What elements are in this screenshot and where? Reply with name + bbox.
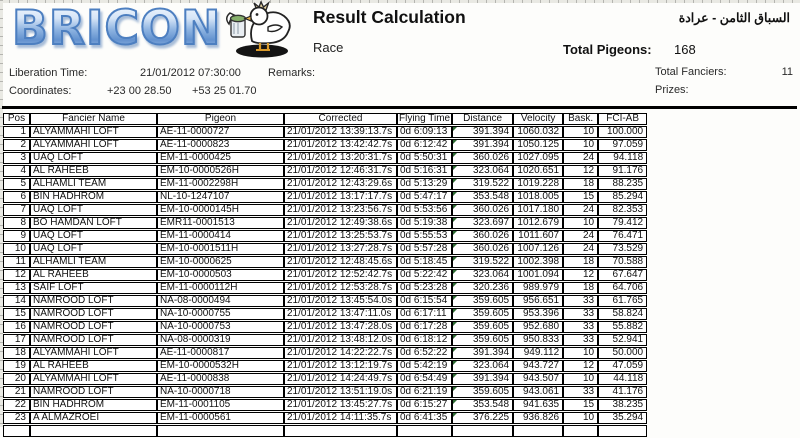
table-cell: 21: [3, 386, 30, 398]
table-cell: 320.236: [452, 282, 513, 294]
table-cell: 0d 5:13:29: [397, 178, 452, 190]
table-cell: 0d 6:09:13: [397, 126, 452, 138]
table-cell: 21/01/2012 14:22:22.7s: [284, 347, 397, 359]
table-cell: 22: [3, 399, 30, 411]
total-fanciers-value: 11: [781, 66, 793, 78]
column-header: FCI-AB: [598, 113, 647, 125]
table-cell: 38.235: [598, 399, 647, 411]
table-cell: 0d 5:57:28: [397, 243, 452, 255]
table-cell: 0d 5:18:45: [397, 256, 452, 268]
liberation-time-label: Liberation Time:: [9, 67, 88, 79]
table-cell: 391.394: [452, 373, 513, 385]
column-header: Pigeon: [157, 113, 284, 125]
table-cell: 18: [563, 282, 598, 294]
table-cell: NA-10-0000753: [157, 321, 284, 333]
table-cell: 0d 6:21:19: [397, 386, 452, 398]
table-cell: 323.064: [452, 269, 513, 281]
table-cell: 0d 6:15:27: [397, 399, 452, 411]
table-cell: NAMROOD LOFT: [30, 334, 157, 346]
table-cell: 21/01/2012 13:45:54.0s: [284, 295, 397, 307]
table-cell: 12: [563, 165, 598, 177]
table-cell: NA-10-0000755: [157, 308, 284, 320]
table-cell: 1050.125: [513, 139, 563, 151]
table-cell: 52.941: [598, 334, 647, 346]
table-cell: ALYAMMAHI LOFT: [30, 139, 157, 151]
table-row: [3, 321, 647, 333]
table-cell: 33: [563, 308, 598, 320]
total-pigeons-label: Total Pigeons:: [563, 42, 652, 57]
coordinate-latitude: +23 00 28.50: [107, 85, 172, 97]
table-cell: 8: [3, 217, 30, 229]
table-cell: EM-10-0000503: [157, 269, 284, 281]
table-cell: 58.824: [598, 308, 647, 320]
table-cell: 0d 6:17:28: [397, 321, 452, 333]
table-cell: EM-10-0000526H: [157, 165, 284, 177]
table-row: [3, 308, 647, 320]
table-cell: 1060.032: [513, 126, 563, 138]
table-cell: 0d 5:22:42: [397, 269, 452, 281]
table-cell: 21/01/2012 13:25:53.7s: [284, 230, 397, 242]
table-cell: 94.118: [598, 152, 647, 164]
table-cell: 20: [3, 373, 30, 385]
table-cell: 360.026: [452, 230, 513, 242]
table-cell: 16: [3, 321, 30, 333]
table-cell: 359.605: [452, 308, 513, 320]
table-cell: 33: [563, 321, 598, 333]
column-header: Flying Time: [399, 113, 451, 124]
table-row: [3, 256, 647, 268]
table-cell: 21/01/2012 12:43:29.6s: [284, 178, 397, 190]
table-cell: 21/01/2012 12:52:42.7s: [284, 269, 397, 281]
column-header: Fancier Name: [30, 113, 157, 125]
table-cell: 0d 6:12:42: [397, 139, 452, 151]
table-cell: 50.000: [598, 347, 647, 359]
table-cell: UAQ LOFT: [30, 243, 157, 255]
table-cell: 18: [563, 256, 598, 268]
coordinates-label: Coordinates:: [9, 85, 72, 97]
table-cell: 21/01/2012 13:42:42.7s: [284, 139, 397, 151]
table-cell: 88.235: [598, 178, 647, 190]
table-row: [3, 386, 647, 398]
table-cell: 21/01/2012 13:39:13.7s: [284, 126, 397, 138]
table-cell: 19: [3, 360, 30, 372]
table-cell: 10: [3, 243, 30, 255]
table-row: [3, 217, 647, 229]
table-cell: 943.507: [513, 373, 563, 385]
table-cell: AE-11-0000817: [157, 347, 284, 359]
table-cell: 1027.095: [513, 152, 563, 164]
table-cell: 23: [3, 412, 30, 424]
table-cell: 10: [563, 373, 598, 385]
table-cell: 41.176: [598, 386, 647, 398]
table-cell: AL RAHEEB: [30, 360, 157, 372]
table-cell: 21/01/2012 14:11:35.7s: [284, 412, 397, 424]
table-cell: 989.979: [513, 282, 563, 294]
table-row: [3, 230, 647, 242]
table-cell: NL-10-1247107: [157, 191, 284, 203]
table-cell: 0d 5:42:19: [397, 360, 452, 372]
table-cell: NA-08-0000494: [157, 295, 284, 307]
table-cell: 12: [563, 269, 598, 281]
table-cell: 943.061: [513, 386, 563, 398]
table-cell: 21/01/2012 12:48:45.6s: [284, 256, 397, 268]
table-cell: 1020.651: [513, 165, 563, 177]
table-row: [3, 178, 647, 190]
table-cell: 1001.094: [513, 269, 563, 281]
table-cell: 949.112: [513, 347, 563, 359]
table-cell: 24: [563, 230, 598, 242]
table-cell: 21/01/2012 12:46:31.7s: [284, 165, 397, 177]
column-header: Corrected: [284, 113, 397, 125]
table-cell: 21/01/2012 12:53:28.7s: [284, 282, 397, 294]
table-cell: 0d 6:18:12: [397, 334, 452, 346]
race-name-arabic: السباق الثامن - عرادة: [678, 11, 790, 25]
table-cell: 11: [3, 256, 30, 268]
table-header-row: [3, 113, 647, 125]
table-cell: 1: [3, 126, 30, 138]
coordinate-longitude: +53 25 01.70: [192, 85, 257, 97]
table-row: [3, 360, 647, 372]
table-row: [3, 269, 647, 281]
table-cell: 61.765: [598, 295, 647, 307]
table-cell: 9: [3, 230, 30, 242]
column-header: Distance: [452, 113, 513, 125]
table-cell: 956.651: [513, 295, 563, 307]
table-cell: 323.697: [452, 217, 513, 229]
table-cell: 353.548: [452, 191, 513, 203]
table-cell: 17: [3, 334, 30, 346]
table-cell: 1017.180: [513, 204, 563, 216]
table-cell: EM-11-0000112H: [157, 282, 284, 294]
table-cell: 941.635: [513, 399, 563, 411]
table-cell: 55.882: [598, 321, 647, 333]
table-cell: 0d 5:47:17: [397, 191, 452, 203]
table-cell: 15: [563, 399, 598, 411]
table-cell: ALYAMMAHI LOFT: [30, 373, 157, 385]
table-cell: 360.026: [452, 243, 513, 255]
table-cell: 24: [563, 204, 598, 216]
pigeon-mascot-icon: [224, 1, 296, 59]
table-cell: AE-11-0000823: [157, 139, 284, 151]
table-cell: 35.294: [598, 412, 647, 424]
table-cell: 21/01/2012 13:17:17.7s: [284, 191, 397, 203]
table-row: [3, 165, 647, 177]
table-cell: AE-11-0000838: [157, 373, 284, 385]
table-cell: 360.026: [452, 152, 513, 164]
table-cell: 21/01/2012 13:27:28.7s: [284, 243, 397, 255]
table-cell: SAIF LOFT: [30, 282, 157, 294]
table-cell: 67.647: [598, 269, 647, 281]
table-cell: AL RAHEEB: [30, 269, 157, 281]
table-cell: 85.294: [598, 191, 647, 203]
table-cell: 1007.126: [513, 243, 563, 255]
table-cell: 7: [3, 204, 30, 216]
race-label: Race: [313, 40, 344, 55]
table-cell: 5: [3, 178, 30, 190]
table-cell: 359.605: [452, 295, 513, 307]
table-cell: 21/01/2012 13:12:19.7s: [284, 360, 397, 372]
table-cell: 0d 5:53:56: [397, 204, 452, 216]
table-cell: 0d 6:54:49: [397, 373, 452, 385]
table-cell: EM-11-0002298H: [157, 178, 284, 190]
table-cell: 359.605: [452, 321, 513, 333]
results-table: [3, 112, 647, 438]
table-row: [3, 191, 647, 203]
table-cell: UAQ LOFT: [30, 152, 157, 164]
table-cell: 4: [3, 165, 30, 177]
table-cell: 319.522: [452, 178, 513, 190]
table-cell: 0d 5:16:31: [397, 165, 452, 177]
table-cell: 12: [3, 269, 30, 281]
column-header: Velocity: [513, 113, 563, 125]
table-cell: AL RAHEEB: [30, 165, 157, 177]
table-cell: 10: [563, 126, 598, 138]
table-cell: EM-11-0000561: [157, 412, 284, 424]
table-cell: 73.529: [598, 243, 647, 255]
table-row: [3, 126, 647, 138]
table-cell: A ALMAZROEI: [30, 412, 157, 424]
table-cell: 21/01/2012 13:51:19.0s: [284, 386, 397, 398]
table-cell: NA-10-0000718: [157, 386, 284, 398]
table-cell: 391.394: [452, 139, 513, 151]
results-table-body: [3, 126, 647, 437]
table-cell: 0d 6:15:54: [397, 295, 452, 307]
table-cell: 359.605: [452, 334, 513, 346]
table-cell: 21/01/2012 13:48:12.0s: [284, 334, 397, 346]
table-cell: UAQ LOFT: [30, 230, 157, 242]
page-title: Result Calculation: [313, 7, 466, 27]
table-cell: EM-11-0001105: [157, 399, 284, 411]
table-cell: NAMROOD LOFT: [30, 321, 157, 333]
table-cell: EM-11-0000414: [157, 230, 284, 242]
results-table-header: [3, 113, 647, 125]
table-cell: 1011.607: [513, 230, 563, 242]
table-row: [3, 412, 647, 424]
table-cell: 15: [563, 191, 598, 203]
table-cell: 76.471: [598, 230, 647, 242]
table-cell: ALHAMLI TEAM: [30, 178, 157, 190]
table-cell: 21/01/2012 14:24:49.7s: [284, 373, 397, 385]
table-cell: 70.588: [598, 256, 647, 268]
table-cell: AE-11-0000727: [157, 126, 284, 138]
table-row: [3, 295, 647, 307]
total-fanciers-label: Total Fanciers:: [655, 66, 727, 78]
table-cell: 13: [3, 282, 30, 294]
table-cell: 0d 6:41:35: [397, 412, 452, 424]
table-cell: 10: [563, 217, 598, 229]
table-cell: 44.118: [598, 373, 647, 385]
table-cell: 391.394: [452, 126, 513, 138]
table-cell: 936.826: [513, 412, 563, 424]
table-cell: BIN HADHROM: [30, 191, 157, 203]
table-cell: 0d 6:52:22: [397, 347, 452, 359]
column-header: Bask.: [563, 113, 598, 125]
table-row: [3, 373, 647, 385]
table-cell: 24: [563, 152, 598, 164]
table-row: [3, 347, 647, 359]
table-cell: BO HAMDAN LOFT: [30, 217, 157, 229]
table-cell: ALYAMMAHI LOFT: [30, 126, 157, 138]
table-cell: 360.026: [452, 204, 513, 216]
table-row: [3, 399, 647, 411]
table-row: [3, 152, 647, 164]
table-cell: 10: [563, 347, 598, 359]
table-cell: 353.548: [452, 399, 513, 411]
table-cell: 1012.679: [513, 217, 563, 229]
table-cell: 21/01/2012 13:47:11.0s: [284, 308, 397, 320]
table-cell: 1018.005: [513, 191, 563, 203]
table-cell: 2: [3, 139, 30, 151]
table-cell: EM-11-0000425: [157, 152, 284, 164]
table-cell: 10: [563, 412, 598, 424]
table-cell: EMR11-0001513: [157, 217, 284, 229]
table-cell: 47.059: [598, 360, 647, 372]
prizes-label: Prizes:: [655, 84, 689, 96]
table-row: [3, 139, 647, 151]
table-cell: 391.394: [452, 347, 513, 359]
table-cell: EM-10-0000145H: [157, 204, 284, 216]
table-cell: 323.064: [452, 360, 513, 372]
table-cell: 943.727: [513, 360, 563, 372]
table-cell: 323.064: [452, 165, 513, 177]
table-cell: 10: [563, 139, 598, 151]
table-cell: UAQ LOFT: [30, 204, 157, 216]
table-row: [3, 204, 647, 216]
table-cell: 21/01/2012 13:45:27.7s: [284, 399, 397, 411]
table-cell: 97.059: [598, 139, 647, 151]
table-cell: 21/01/2012 12:49:38.6s: [284, 217, 397, 229]
table-cell: 1019.228: [513, 178, 563, 190]
table-cell: 952.680: [513, 321, 563, 333]
liberation-time-value: 21/01/2012 07:30:00: [140, 67, 241, 79]
table-cell: EM-10-0001511H: [157, 243, 284, 255]
table-cell: NAMROOD LOFT: [30, 295, 157, 307]
table-cell: 1002.398: [513, 256, 563, 268]
table-cell: 18: [563, 178, 598, 190]
table-cell: 79.412: [598, 217, 647, 229]
table-cell: 0d 5:19:38: [397, 217, 452, 229]
table-cell: 12: [563, 360, 598, 372]
table-row: [3, 243, 647, 255]
table-cell: 0d 5:55:53: [397, 230, 452, 242]
table-cell: 14: [3, 295, 30, 307]
table-cell: 319.522: [452, 256, 513, 268]
table-cell: 953.396: [513, 308, 563, 320]
table-cell: 15: [3, 308, 30, 320]
table-cell: 100.000: [598, 126, 647, 138]
header-table-divider: [2, 106, 797, 109]
table-cell: 6: [3, 191, 30, 203]
table-cell: EM-10-0000532H: [157, 360, 284, 372]
table-cell: 24: [563, 243, 598, 255]
table-cell: NA-08-0000319: [157, 334, 284, 346]
table-cell: 33: [563, 295, 598, 307]
column-header: Pos: [3, 113, 30, 125]
table-cell: NAMROOD LOFT: [30, 386, 157, 398]
table-cell: 64.706: [598, 282, 647, 294]
table-row: [3, 282, 647, 294]
total-pigeons-value: 168: [674, 42, 696, 57]
table-cell: 21/01/2012 13:23:56.7s: [284, 204, 397, 216]
table-cell: 0d 5:23:28: [397, 282, 452, 294]
bricon-logo: BRICON: [12, 1, 222, 56]
table-cell: 376.225: [452, 412, 513, 424]
table-cell: 33: [563, 386, 598, 398]
table-cell: 18: [3, 347, 30, 359]
table-cell: 21/01/2012 13:20:31.7s: [284, 152, 397, 164]
table-cell: 359.605: [452, 386, 513, 398]
table-cell: 3: [3, 152, 30, 164]
table-cell: 0d 5:50:31: [397, 152, 452, 164]
table-cell: 950.833: [513, 334, 563, 346]
table-cell: BIN HADHROM: [30, 399, 157, 411]
table-cell: NAMROOD LOFT: [30, 308, 157, 320]
remarks-label: Remarks:: [268, 67, 316, 79]
table-cell: 82.353: [598, 204, 647, 216]
table-cell: 0d 6:17:11: [397, 308, 452, 320]
table-row: [3, 334, 647, 346]
table-cell: 91.176: [598, 165, 647, 177]
table-cell: EM-10-0000625: [157, 256, 284, 268]
table-cell: 33: [563, 334, 598, 346]
table-cell: ALYAMMAHI LOFT: [30, 347, 157, 359]
table-cell: ALHAMLI TEAM: [30, 256, 157, 268]
table-cell: 21/01/2012 13:47:28.0s: [284, 321, 397, 333]
